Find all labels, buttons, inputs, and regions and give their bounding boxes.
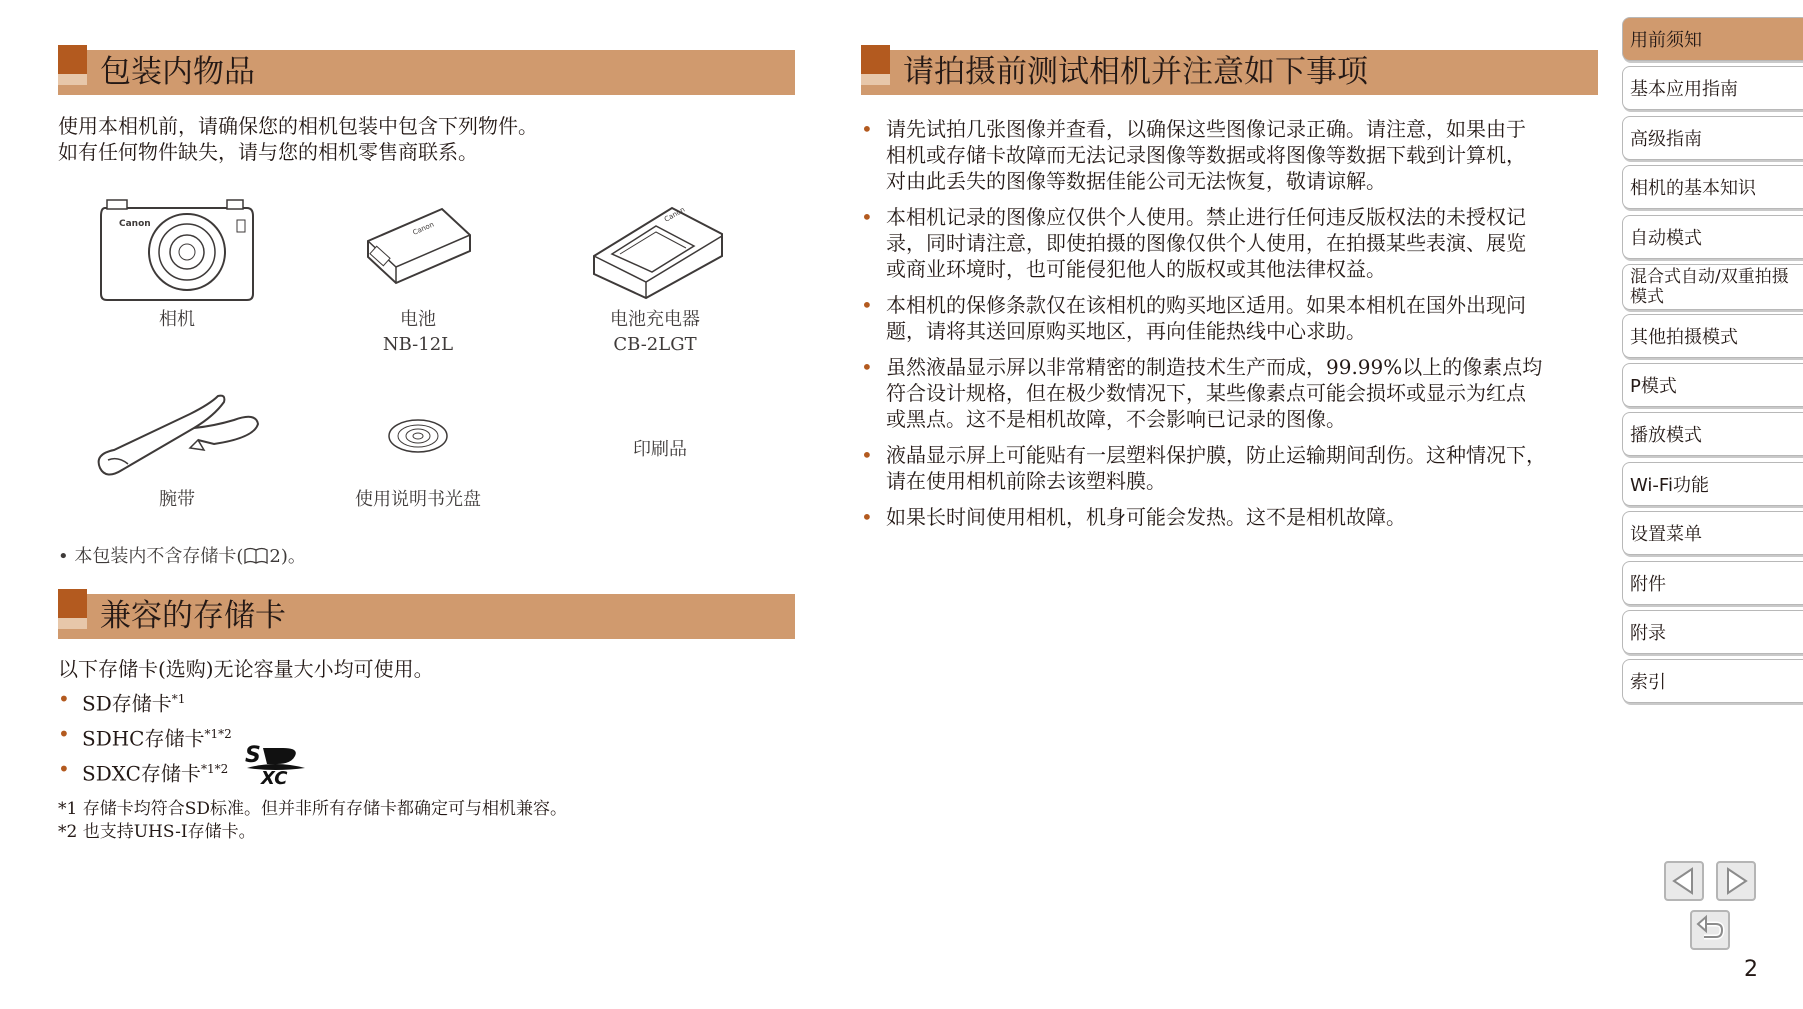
package-note: • 本包装内不含存储卡( 2)。 [58,546,306,567]
previous-page-button[interactable] [1664,861,1704,901]
package-intro-line-1: 使用本相机前，请确保您的相机包装中包含下列物件。 [58,114,538,138]
svg-text:Canon: Canon [411,220,436,237]
section-header-cards [58,594,795,639]
nav-tab-appendix[interactable]: 附录 [1622,610,1803,654]
camera-illustration [97,198,257,306]
svg-text:XC: XC [261,768,288,786]
precaution-item: • 本相机的保修条款仅在该相机的购买地区适用。如果本相机在国外出现问 题，请将其送回原购买地区，再向佳能热线中心求助。 [861,293,1526,343]
camera-brand-text: Canon [119,219,151,229]
header-marker-square [861,45,890,74]
page-number: 2 [1744,957,1758,982]
precaution-list [861,116,1601,530]
item-label-cd: 使用说明书光盘 [355,489,481,510]
nav-tab-playback[interactable]: 播放模式 [1622,412,1803,456]
package-intro-line-2: 如有任何物件缺失，请与您的相机零售商联系。 [58,140,478,164]
item-label-camera: 相机 [159,309,195,330]
footnote-2: *2 也支持UHS-I存储卡。 [58,822,256,842]
precaution-item: • 如果长时间使用相机，机身可能会发热。这不是相机故障。 [861,505,1406,529]
nav-tab-advanced-guide[interactable]: 高级指南 [1622,116,1803,160]
return-arrow-icon [1692,912,1728,948]
item-label-strap: 腕带 [159,489,195,510]
precaution-item: • 虽然液晶显示屏以非常精密的制造技术生产而成，99.99%以上的像素点均 符合设计规格，但在极少数情况下，某些像素点可能会损坏或显示为红点 或黑点。这不是相机故障，不会影响已记录的图像。 [861,355,1543,431]
precaution-item: • 液晶显示屏上可能贴有一层塑料保护膜，防止运输期间刮伤。这种情况下， 请在使用相机前除去该塑料膜。 [861,443,1546,493]
nav-tab-before-use[interactable]: 用前须知 [1622,17,1803,61]
svg-text:Canon: Canon [663,205,687,224]
item-model-battery: NB-12L [382,334,454,355]
nav-tab-accessories[interactable]: 附件 [1622,561,1803,605]
nav-tab-p-mode[interactable]: P模式 [1622,363,1803,407]
precaution-item: • 请先试拍几张图像并查看，以确保这些图像记录正确。请注意，如果由于 相机或存储卡故障而无法记录图像等数据或将图像等数据下载到计算机， 对由此丢失的图像等数据佳能公司无法恢复，敬请谅解。 [861,117,1526,193]
triangle-right-icon [1718,863,1754,899]
sdxc-logo-icon [243,742,313,786]
page-link[interactable]: 2 [269,546,281,567]
item-label-battery: 电池 [400,309,436,330]
precaution-item: • 本相机记录的图像应仅供个人使用。禁止进行任何违反版权法的未授权记 录，同时请注意，即使拍摄的图像仅供个人使用，在拍摄某些表演、展览 或商业环境时，也可能侵犯他人的版权或其他法律权益。 [861,205,1526,281]
nav-tab-basic-guide[interactable]: 基本应用指南 [1622,66,1803,110]
battery-illustration [362,205,474,285]
footnote-1: *1 存储卡均符合SD标准。但并非所有存储卡都确定可与相机兼容。 [58,799,567,819]
next-page-button[interactable] [1716,861,1756,901]
item-label-printed: 印刷品 [633,439,687,460]
item-label-charger: 电池充电器 [610,309,700,330]
cards-intro: 以下存储卡(选购)无论容量大小均可使用。 [58,657,434,681]
section-header-package [58,50,795,95]
section-header-test [861,50,1598,95]
charger-illustration [590,200,726,300]
return-button[interactable] [1690,910,1730,950]
nav-tab-wifi[interactable]: Wi-Fi功能 [1622,462,1803,506]
nav-tab-camera-basics[interactable]: 相机的基本知识 [1622,165,1803,209]
nav-tab-hybrid-auto[interactable]: 混合式自动/双重拍摄模式 [1622,264,1803,310]
section-title: 请拍摄前测试相机并注意如下事项 [903,54,1368,90]
nav-tab-auto-mode[interactable]: 自动模式 [1622,215,1803,259]
section-title: 兼容的存储卡 [100,598,286,634]
section-title: 包装内物品 [100,54,255,90]
header-marker-square [58,589,87,618]
book-icon [243,547,269,565]
svg-text:S: S [245,743,261,768]
item-model-charger: CB-2LGT [613,334,697,355]
nav-tab-other-shooting[interactable]: 其他拍摄模式 [1622,314,1803,358]
nav-tab-setting-menu[interactable]: 设置菜单 [1622,511,1803,555]
header-marker-square [58,45,87,74]
nav-tab-index[interactable]: 索引 [1622,659,1803,703]
triangle-left-icon [1666,863,1702,899]
wrist-strap-illustration [94,390,264,486]
cd-rom-illustration [387,418,449,454]
